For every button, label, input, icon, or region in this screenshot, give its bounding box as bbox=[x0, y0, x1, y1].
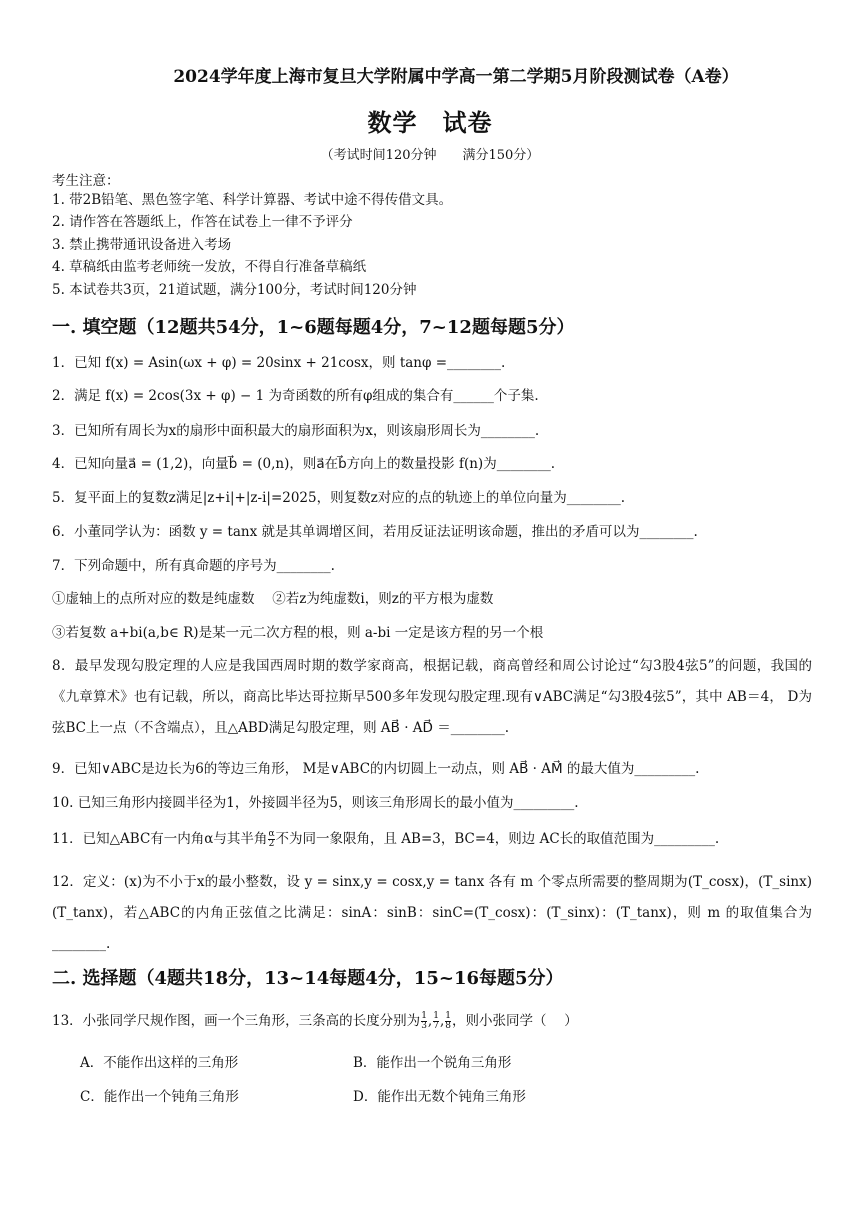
question-3: 3．已知所有周长为x的扇形中面积最大的扇形面积为x，则该扇形周长为________. bbox=[52, 423, 540, 439]
fraction-numerator: α bbox=[268, 829, 275, 839]
option-a: A．不能作出这样的三角形 bbox=[80, 1055, 239, 1071]
notice-item: 4. 草稿纸由监考老师统一发放，不得自行准备草稿纸 bbox=[52, 259, 367, 276]
question-11 bbox=[52, 829, 719, 849]
question-7-options-line-2: ③若复数 a+bi(a,b∈ R)是某一元二次方程的根，则 a-bi 一定是该方程的另一个根 bbox=[52, 625, 544, 641]
question-11-text-start: 11．已知△ABC有一内角α与其半角 bbox=[52, 831, 268, 847]
fraction-denominator: 7 bbox=[433, 1021, 439, 1031]
question-10: 10. 已知三角形内接圆半径为1，外接圆半径为5，则该三角形周长的最小值为_________. bbox=[52, 795, 579, 811]
notice-item: 2. 请作答在答题纸上，作答在试卷上一律不予评分 bbox=[52, 214, 353, 231]
question-13: 13．小张同学尺规作图，画一个三角形，三条高的长度分别为 $\frac{1}{3}$ , $\frac{1}{7}$ , $\frac{1}{8}$ ，则小张同学（ ） bbox=[52, 1011, 578, 1031]
exam-time-info: （考试时间120分钟 满分150分） bbox=[320, 148, 540, 163]
notice-title: 考生注意： bbox=[52, 173, 120, 189]
question-8: 8．最早发现勾股定理的人应是我国西周时期的数学家商高，根据记载，商高曾经和周公讨论过“勾3股4弦5”的问题，我国的《九章算术》也有记载，所以，商高比毕达哥拉斯早500多年发现勾股定理.现有∨ABC满足“勾3股4弦5”，其中 AB＝4， D为弦BC上一点（不含端点），且△ABD满足勾股定理，则 AB⃗ · AD⃗ ＝________. bbox=[52, 658, 812, 736]
question-2: 2．满足 f(x) = 2cos(3x + φ) − 1 为奇函数的所有φ组成的集合有______个子集. bbox=[52, 388, 539, 404]
fraction-denominator: 3 bbox=[421, 1021, 427, 1031]
question-13-text-end: ，则小张同学（ ） bbox=[451, 1013, 578, 1029]
fraction-numerator: 1 bbox=[433, 1011, 439, 1021]
fraction-denominator: 2 bbox=[268, 839, 275, 849]
section-fill-in-title: 一. 填空题（12题共54分，1~6题每题4分，7~12题每题5分） bbox=[52, 317, 575, 338]
exam-title: 2024学年度上海市复旦大学附属中学高一第二学期5月阶段测试卷（A卷） bbox=[173, 67, 739, 87]
notice-item: 3. 禁止携带通讯设备进入考场 bbox=[52, 236, 232, 253]
option-d: D．能作出无数个钝角三角形 bbox=[353, 1089, 526, 1105]
section-choice-title: 二. 选择题（4题共18分，13~14每题4分，15~16每题5分） bbox=[52, 968, 564, 989]
question-11-text-end: 不为同一象限角，且 AB=3，BC=4，则边 AC长的取值范围为_________. bbox=[275, 831, 720, 847]
question-4: 4．已知向量a⃗ = (1,2)，向量b⃗ = (0,n)，则a⃗在b⃗方向上的数量投影 f(n)为________. bbox=[52, 456, 555, 472]
question-1: 1．已知 f(x) = Asin(ωx + φ) = 20sinx + 21cosx，则 tanφ =________. bbox=[52, 355, 506, 371]
height-fraction bbox=[421, 1012, 427, 1031]
question-7: 7．下列命题中，所有真命题的序号为________. bbox=[52, 558, 335, 574]
notice-item: 5. 本试卷共3页，21道试题，满分100分，考试时间120分钟 bbox=[52, 281, 417, 298]
option-b: B．能作出一个锐角三角形 bbox=[353, 1055, 512, 1071]
notice-item: 1. 带2B铅笔、黑色签字笔、科学计算器、考试中途不得传借文具。 bbox=[52, 192, 453, 208]
fraction-numerator: 1 bbox=[421, 1011, 427, 1021]
question-13-text-start: 13．小张同学尺规作图，画一个三角形，三条高的长度分别为 bbox=[52, 1013, 421, 1029]
question-9: 9．已知∨ABC是边长为6的等边三角形， M是∨ABC的内切圆上一动点，则 AB⃗ · AM⃗ 的最大值为_________. bbox=[52, 761, 700, 777]
question-7-options-line-1: ①虚轴上的点所对应的数是纯虚数 ②若z为纯虚数i，则z的平方根为虚数 bbox=[52, 591, 494, 607]
fraction-numerator: 1 bbox=[445, 1011, 451, 1021]
question-5: 5．复平面上的复数z满足|z+i|+|z-i|=2025，则复数z对应的点的轨迹上的单位向量为________. bbox=[52, 490, 626, 506]
height-fraction bbox=[445, 1012, 451, 1031]
question-6: 6．小董同学认为：函数 y = tanx 就是其单调增区间，若用反证法证明该命题，推出的矛盾可以为________. bbox=[52, 524, 698, 540]
notice-list bbox=[52, 189, 832, 301]
height-fraction bbox=[433, 1012, 439, 1031]
fraction-denominator: 8 bbox=[445, 1021, 451, 1031]
subject-title: 数学 试卷 bbox=[367, 108, 493, 137]
question-12: 12．定义：(x)为不小于x的最小整数，设 y = sinx,y = cosx,y = tanx 各有 m 个零点所需要的整周期为(T_cosx)，(T_sinx)(T_tanx)，若△ABC的内角正弦值之比满足：sinA：sinB：sinC=(T_cosx)：(T_sinx)：(T_tanx)，则 m 的取值集合为________. bbox=[52, 874, 812, 952]
alpha-half-fraction bbox=[268, 830, 274, 849]
option-c: C．能作出一个钝角三角形 bbox=[80, 1089, 239, 1105]
